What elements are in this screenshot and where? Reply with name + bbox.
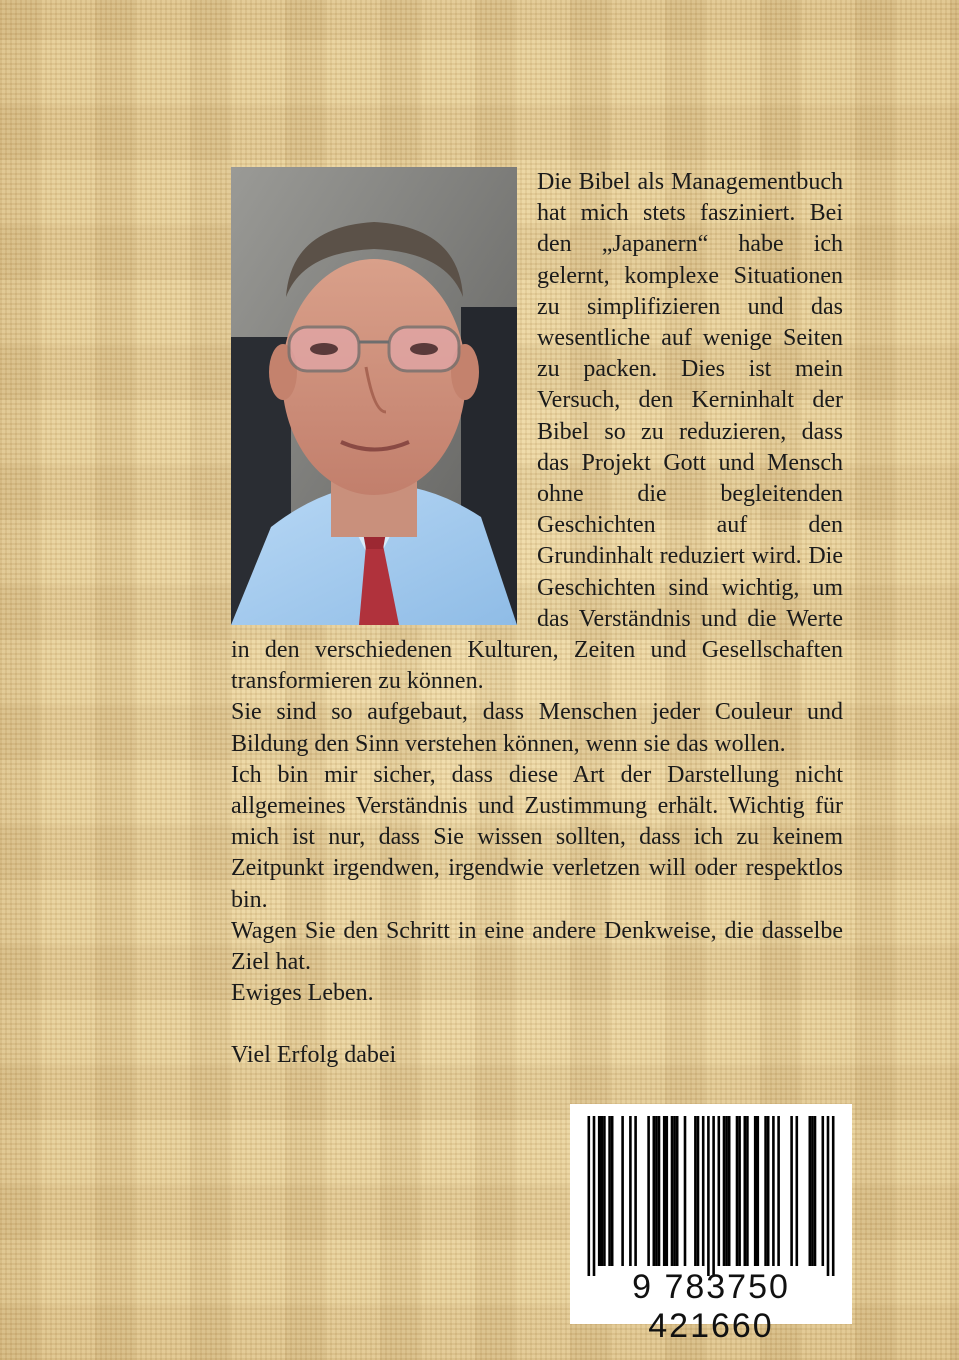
barcode-bar	[593, 1116, 596, 1276]
barcode-bar	[736, 1116, 739, 1266]
barcode-bar	[671, 1116, 674, 1266]
paragraph-2: Sie sind so aufgebaut, dass Menschen jeder Couleur und Bildung den Sinn verstehen können, wenn sie das wollen.	[231, 699, 843, 757]
barcode-bar	[757, 1116, 760, 1266]
barcode-bar	[629, 1116, 632, 1266]
barcode-bar	[767, 1116, 770, 1266]
barcode-bar	[634, 1116, 637, 1266]
barcode-bar	[707, 1116, 710, 1276]
barcode-bar	[832, 1116, 835, 1276]
barcode-bar	[603, 1116, 606, 1266]
back-cover-text	[231, 167, 843, 1072]
barcode-bar	[777, 1116, 780, 1266]
barcode-bar	[790, 1116, 793, 1266]
barcode-bar	[655, 1116, 658, 1266]
barcode-bar	[684, 1116, 687, 1266]
barcode-bar	[653, 1116, 656, 1266]
barcode-bar	[608, 1116, 611, 1266]
barcode-bar	[658, 1116, 661, 1266]
barcode-bar	[822, 1116, 825, 1266]
barcode-bar	[598, 1116, 601, 1266]
barcode-bar	[811, 1116, 814, 1266]
barcode-bar	[728, 1116, 731, 1266]
barcode-bar	[772, 1116, 775, 1266]
barcode-bar	[723, 1116, 726, 1266]
barcode-bar	[702, 1116, 705, 1266]
barcode-bar	[663, 1116, 666, 1266]
barcode-bar	[611, 1116, 614, 1266]
barcode-bar	[666, 1116, 669, 1266]
closing-line: Viel Erfolg dabei	[231, 1042, 397, 1069]
barcode-bar	[601, 1116, 604, 1266]
barcode-bar	[621, 1116, 624, 1266]
intro-paragraph: Die Bibel als Managementbuch hat mich stets fasziniert. Bei den „Japanern“ habe ich gelernt, komplexe Situationen zu simplifizieren und das wesentliche auf wenige Seiten zu packen. Dies ist mein Versuch, den Kerninhalt der Bibel so zu reduzieren, dass das Projekt Gott und Mensch ohne die begleitenden Geschichten auf den Grundinhalt reduziert wird. Die Geschichten sind wichtig, um das Verständnis und die Werte in den verschiedenen Kulturen, Zeiten und Gesellschaften transformieren zu können.	[231, 169, 843, 695]
paragraph-5: Ewiges Leben.	[231, 980, 374, 1007]
barcode-bar	[694, 1116, 697, 1266]
isbn-barcode	[570, 1104, 852, 1345]
barcode-bar	[673, 1116, 676, 1266]
barcode-bar	[725, 1116, 728, 1266]
isbn-number: 9 783750 421660	[632, 1268, 790, 1345]
barcode-bar	[697, 1116, 700, 1266]
author-photo	[231, 167, 517, 625]
barcode-bar	[746, 1116, 749, 1266]
barcode-bar	[754, 1116, 757, 1266]
barcode-bar	[814, 1116, 817, 1266]
paragraph-4: Wagen Sie den Schritt in eine andere Denkweise, die dasselbe Ziel hat.	[231, 917, 843, 976]
barcode-bar	[712, 1116, 715, 1276]
barcode-bar	[676, 1116, 679, 1266]
barcode-bar	[718, 1116, 721, 1266]
barcode-bar	[809, 1116, 812, 1266]
paragraph-3: Ich bin mir sicher, dass diese Art der Darstellung nicht allgemeines Verständnis und Zustimmung erhält. Wichtig für mich ist nur, dass Sie wissen sollten, dass ich zu keinem Zeitpunkt irgendwen, irgendwie verletzen will oder respektlos bin.	[231, 761, 843, 913]
barcode-bar	[588, 1116, 591, 1276]
barcode-bar	[738, 1116, 741, 1266]
barcode-bar	[744, 1116, 747, 1266]
barcode-bar	[647, 1116, 650, 1266]
barcode-bar	[827, 1116, 830, 1276]
barcode-bar	[796, 1116, 799, 1266]
barcode-bar	[764, 1116, 767, 1266]
